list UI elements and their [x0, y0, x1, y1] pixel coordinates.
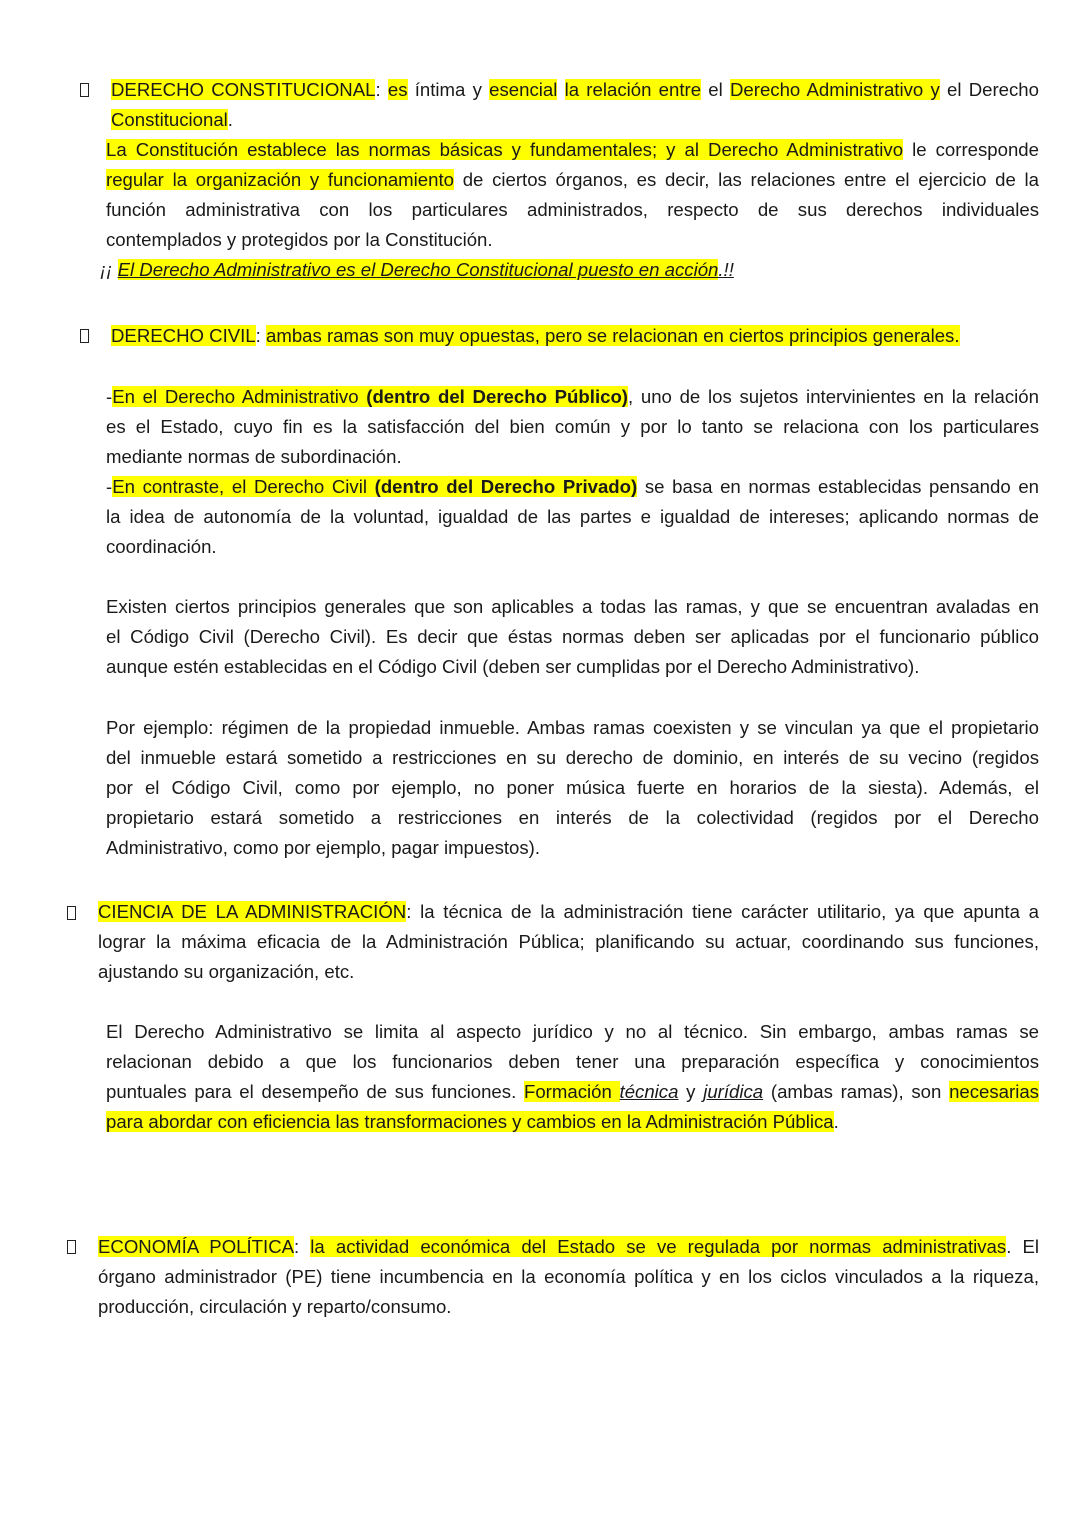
checkbox-bullet-icon — [80, 329, 89, 343]
section-title: ECONOMÍA POLÍTICA — [98, 1236, 295, 1257]
checkbox-bullet-icon — [67, 1240, 76, 1254]
intro-line: Constitucional. — [111, 109, 233, 130]
section-constitucional-paragraph: La Constitución establece las normas básicas y fundamentales; y al Derecho Administrativo le corresponde regular la organización y funcionamiento de ciertos órganos, es decir, las relaciones entre el ejercicio de la función administrativa con los particulares administrados, respecto de sus derechos individuales contemplados y protegidos por la Constitución. — [106, 139, 1040, 250]
section-title: CIENCIA DE LA ADMINISTRACIÓN — [98, 901, 407, 922]
section-economia-intro: ECONOMÍA POLÍTICA: la actividad económica del Estado se ve regulada por normas administrativas. El órgano administrador (PE) tiene incumbencia en la economía política y en los ciclos vinculados a la riqueza, producción, circulación y reparto/consumo. — [98, 1236, 1039, 1317]
checkbox-bullet-icon — [80, 83, 89, 97]
highlighted-quote: ¡¡ El Derecho Administrativo es el Derecho Constitucional puesto en acción.!! — [100, 259, 734, 280]
section-civil-example: Por ejemplo: régimen de la propiedad inmueble. Ambas ramas coexisten y se vinculan ya que el propietario del inmueble estará sometido a restricciones en su derecho de dominio, en interés de su vecino (regidos por el Código Civil, como por ejemplo, no poner música fuerte en horarios de la siesta). Además, el propietario estará sometido a restricciones en interés de la colectividad (regidos por el Derecho Administrativo, como por ejemplo, pagar impuestos). — [106, 717, 1039, 858]
section-ciencia-intro: CIENCIA DE LA ADMINISTRACIÓN: la técnica de la administración tiene carácter utilitario, ya que apunta a lograr la máxima eficacia de la Administración Pública; planificando su actuar, coordinando sus funciones, ajustando su organización, etc. — [98, 901, 1040, 982]
intro-line: DERECHO CONSTITUCIONAL: es íntima y esencial la relación entre el Derecho Administrativo y el Derecho — [111, 79, 1039, 100]
section-civil-intro: DERECHO CIVIL: ambas ramas son muy opuestas, pero se relacionan en ciertos principios generales. — [111, 325, 960, 346]
section-civil-paragraph: -En el Derecho Administrativo (dentro del Derecho Público), uno de los sujetos intervinientes en la relación es el Estado, cuyo fin es la satisfacción del bien común y por lo tanto se relaciona con los particulares mediante normas de subordinación. -En contraste, el Derecho Civil (dentro del Derecho Privado) se basa en normas establecidas pensando en la idea de autonomía de la voluntad, igualdad de las partes e igualdad de intereses; aplicando normas de coordinación. — [106, 386, 1040, 557]
section-civil-paragraph: Existen ciertos principios generales que son aplicables a todas las ramas, y que se encuentran avaladas en el Código Civil (Derecho Civil). Es decir que éstas normas deben ser aplicadas por el funcionario público aunque estén establecidas en el Código Civil (deben ser cumplidas por el Derecho Administrativo). — [106, 596, 1039, 677]
section-ciencia-paragraph: El Derecho Administrativo se limita al aspecto jurídico y no al técnico. Sin embargo, ambas ramas se relacionan debido a que los funcionarios deben tener una preparación específica y conocimientos puntuales para el desempeño de sus funciones. Formación técnica y jurídica (ambas ramas), son necesarias para abordar con eficiencia las transformaciones y cambios en la Administración Pública. — [106, 1021, 1039, 1132]
checkbox-bullet-icon — [67, 906, 76, 920]
section-constitucional-intro — [111, 75, 1039, 135]
section-title: DERECHO CONSTITUCIONAL — [111, 79, 376, 100]
section-title: DERECHO CIVIL — [111, 325, 256, 346]
